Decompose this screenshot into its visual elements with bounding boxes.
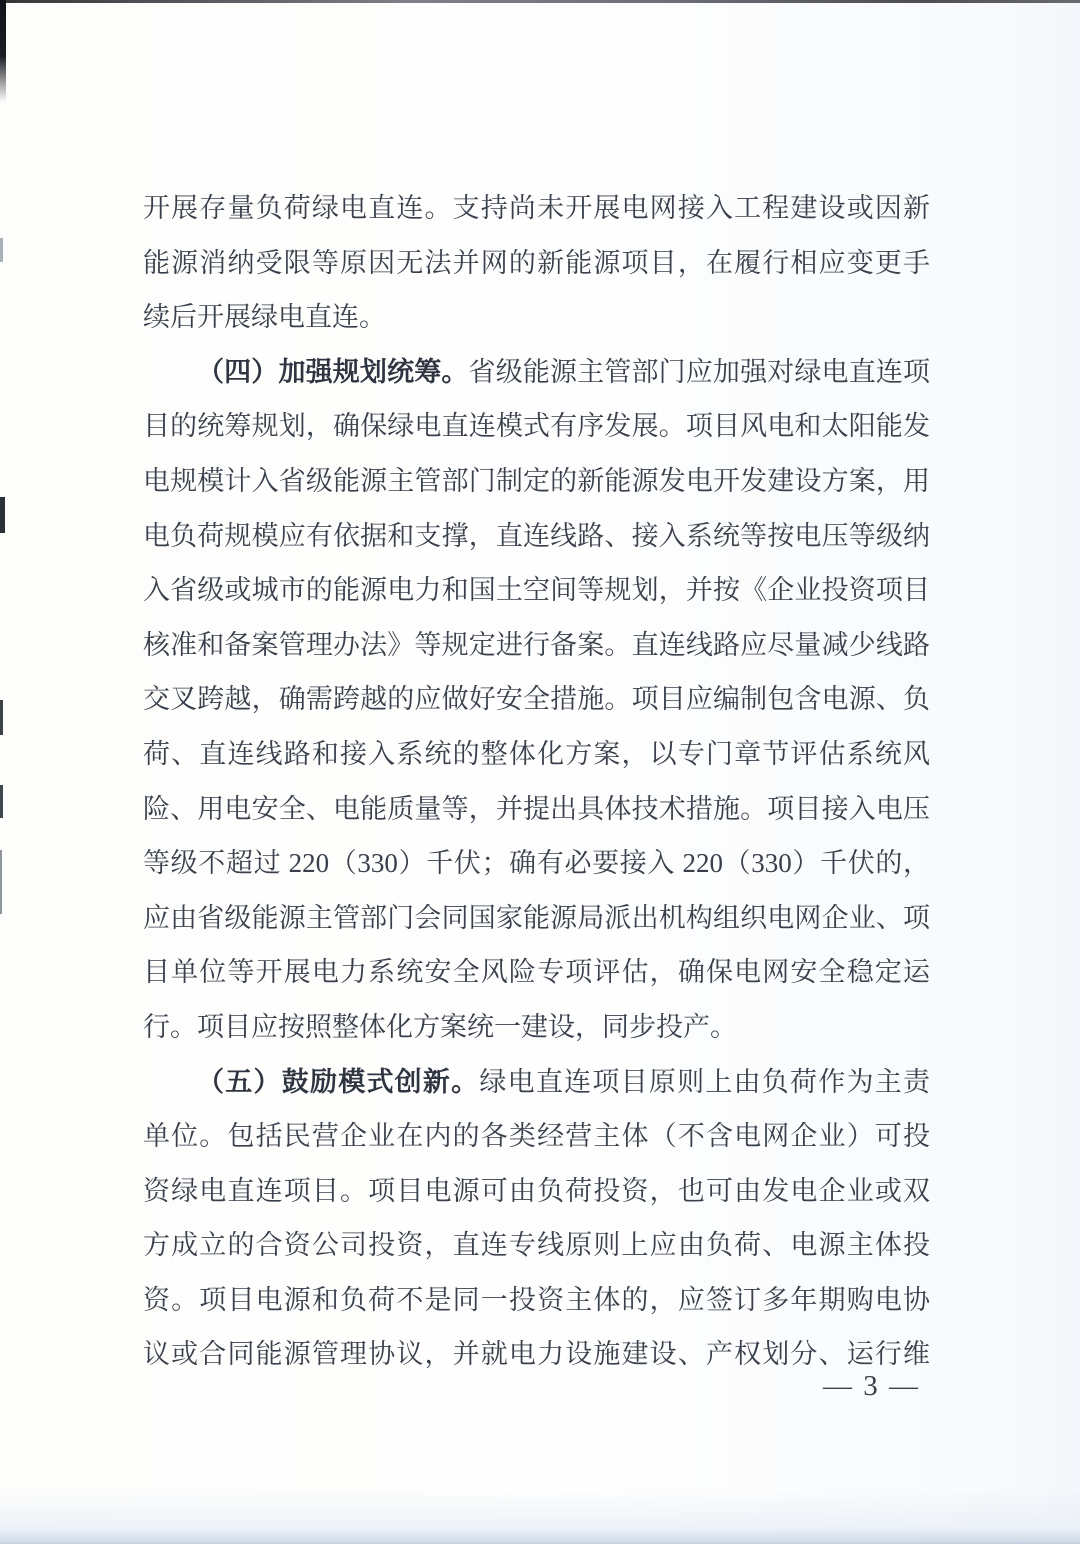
text-line: 荷、直连线路和接入系统的整体化方案，以专门章节评估系统风 [143,738,930,769]
text-line: （四）加强规划统筹。省级能源主管部门应加强对绿电直连项 [197,356,931,387]
scan-artifact-bottom-edge [0,1488,1080,1544]
text-line: 议或合同能源管理协议，并就电力设施建设、产权划分、运行维 [143,1339,930,1370]
text-line: 行。项目应按照整体化方案统一建设，同步投产。 [143,1011,737,1042]
scan-artifact-top-edge [0,0,1080,3]
text-line: 续后开展绿电直连。 [143,302,386,333]
text-line: 目单位等开展电力系统安全风险专项评估，确保电网安全稳定运 [143,957,930,988]
text-line: 电负荷规模应有依据和支撑，直连线路、接入系统等按电压等级纳 [143,520,930,551]
text-line: 应由省级能源主管部门会同国家能源局派出机构组织电网企业、项 [143,902,930,933]
scan-artifact-mark [0,497,5,533]
text-line: 资绿电直连项目。项目电源可由负荷投资，也可由发电企业或双 [143,1175,930,1206]
text-line: 方成立的合资公司投资，直连专线原则上应由负荷、电源主体投 [143,1230,930,1261]
scan-artifact-mark [0,785,3,818]
section-heading: （四）加强规划统筹。 [197,356,469,387]
text-line: 险、用电安全、电能质量等，并提出具体技术措施。项目接入电压 [143,793,930,824]
page-number-label: — 3 — [823,1370,920,1402]
text-line: 单位。包括民营企业在内的各类经营主体（不含电网企业）可投 [143,1121,930,1152]
scan-artifact-mark [0,238,3,262]
text-line: 电规模计入省级能源主管部门制定的新能源发电开发建设方案，用 [143,465,930,496]
page-number [0,1368,920,1404]
scan-artifact-mark [0,700,3,735]
scan-artifact-mark [0,850,2,914]
text-line: 能源消纳受限等原因无法并网的新能源项目，在履行相应变更手 [143,247,930,278]
text-line: 目的统筹规划，确保绿电直连模式有序发展。项目风电和太阳能发 [143,411,930,442]
text-line: 入省级或城市的能源电力和国土空间等规划，并按《企业投资项目 [143,575,930,606]
text-line: 等级不超过 220（330）千伏；确有必要接入 220（330）千伏的， [143,848,930,879]
scan-artifact-left-strip [0,0,6,102]
text-line: 交叉跨越，确需跨越的应做好安全措施。项目应编制包含电源、负 [143,684,930,715]
text-line: 开展存量负荷绿电直连。支持尚未开展电网接入工程建设或因新 [143,193,930,223]
text-line: 资。项目电源和负荷不是同一投资主体的，应签订多年期购电协 [143,1284,930,1315]
document-body [143,181,930,1382]
section-heading: （五）鼓励模式创新。 [197,1066,480,1097]
text-line: 核准和备案管理办法》等规定进行备案。直连线路应尽量减少线路 [143,629,930,660]
text-line: （五）鼓励模式创新。绿电直连项目原则上由负荷作为主责 [197,1066,931,1097]
